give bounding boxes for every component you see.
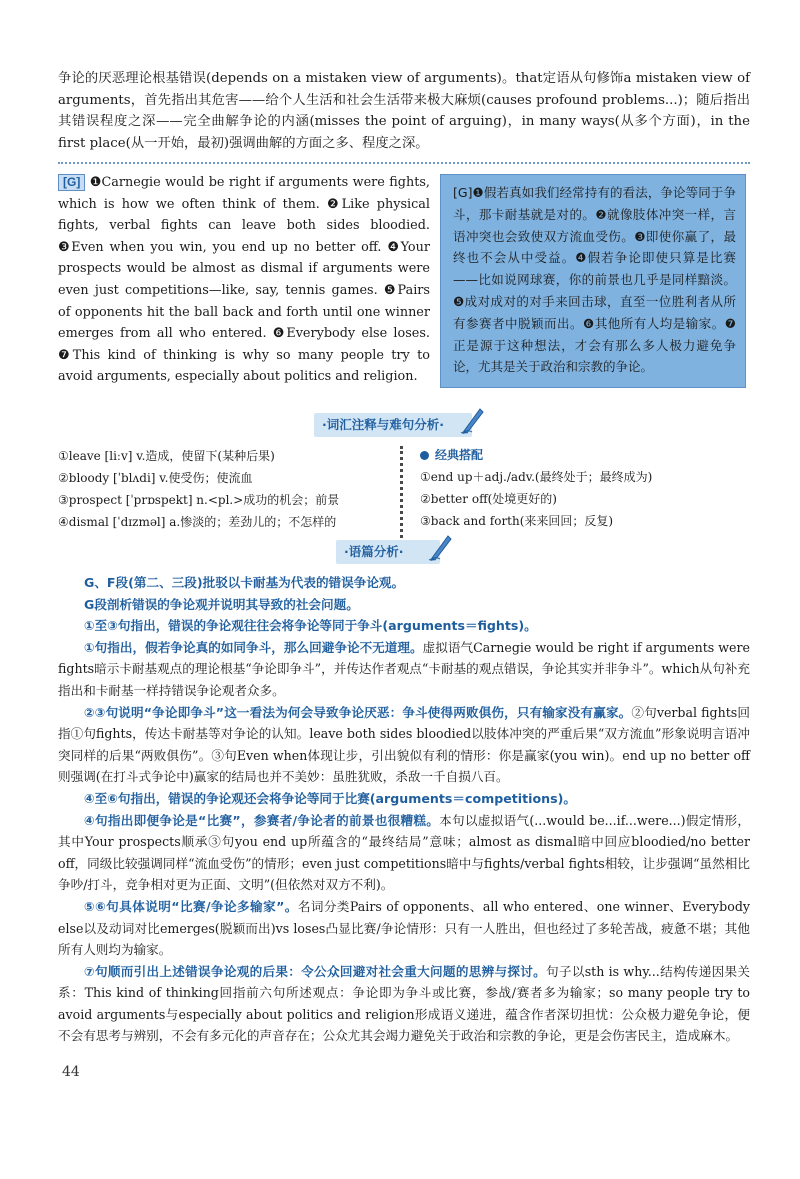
page-number: 44 — [62, 1064, 80, 1080]
dotted-divider — [58, 162, 750, 164]
analysis-text: ②句verbal fights回指①句fights，传达卡耐基等对争论的认知。leave both sides bloodied以肢体冲突的严重后果“双方流血”形象说明言语冲突同样的后果“两败俱伤”。③句Even when体现让步，引出貌似有利的情形：你是赢家(you win)。end up no better off则强调(在打斗式争论中)赢家的结局也并不美妙：虽胜犹败，杀敌一千自损八百。 — [58, 704, 750, 785]
collocation-heading-text: 经典搭配 — [435, 448, 484, 462]
analysis-paragraph — [58, 810, 750, 896]
analysis-lead: ⑤⑥句具体说明“比赛/争论多输家”。 — [84, 898, 298, 914]
analysis-paragraph — [58, 896, 750, 961]
vocab-item: ③prospect [ˈprɒspekt] n.<pl.>成功的机会；前景 — [58, 493, 340, 507]
analysis-text: 句子以sth is why...结构传递因果关系：This kind of thinking回指前六句所述观点：争论即为争斗或比赛，参战/赛者多为输家；so many people try to avoid arguments与especially about politics and religion形成语义递进，蕴含作者深切担忧：公众极力避免争论，便不会有思考与辨别，不会有多元化的声音存在；公众尤其会竭力避免关于政治和宗教的争论，更是会伤害民主，造成麻木。 — [58, 963, 750, 1044]
passage-text: ❶Carnegie would be right if arguments were fights, which is how we often think of them. ❷Like physical fights, verbal fights can leave both sides bloodied. ❸Even when you win, you end up no better off. ❹Your prospects would be almost as dismal if arguments were even just competitions—like, say, tennis games. ❺Pairs of opponents hit the ball back and forth until one winner emerges from all who entered. ❻Everybody else loses. ❼This kind of thinking is why so many people try to avoid arguments, especially about politics and religion. — [58, 175, 430, 385]
analysis-section-title-text: ·语篇分析· — [344, 544, 404, 559]
collocation-heading — [420, 444, 750, 466]
pen-icon — [428, 532, 454, 570]
analysis-text: 虚拟语气Carnegie would be right if arguments were fights暗示卡耐基观点的理论根基“争论即争斗”，并传达作者观点“卡耐基的观点错误，争论其实并非争斗”。which从句补充指出和卡耐基一样持错误争论观者众多。 — [58, 639, 750, 698]
analysis-lead: ①句指出，假若争论真的如同争斗，那么回避争论不无道理。 — [84, 639, 423, 655]
analysis-text: 本句以虚拟语气(...would be...if...were...)假定情形，其中Your prospects顺承③句you end up所蕴含的“最终结局”意味；almost as dismal暗中回应bloodied/no better off，同级比较强调同样“流血受伤”的情形；even just competitions暗中与fights/verbal fights相较，让步强调“虽然相比争吵/打斗，竞争相对更为正面、文明”(但依然对双方不利)。 — [58, 812, 750, 893]
vocab-item: ④dismal [ˈdɪzməl] a.惨淡的；差劲儿的；不怎样的 — [58, 515, 337, 529]
collocation-item: ①end up＋adj./adv.(最终处于；最终成为) — [420, 470, 653, 484]
analysis-paragraph — [58, 702, 750, 788]
paragraph-tag: [G] — [58, 174, 85, 191]
analysis-body — [58, 572, 750, 1047]
vocab-section-title — [314, 413, 472, 437]
analysis-heading: G、F段(第二、三段)批驳以卡耐基为代表的错误争论观。 — [84, 575, 405, 590]
paragraph-tag-label: G — [67, 175, 77, 189]
translation-box: [G]❶假若真如我们经常持有的看法，争论等同于争斗，那卡耐基就是对的。❷就像肢体冲突一样，言语冲突也会致使双方流血受伤。❸即使你赢了，最终也不会从中受益。❹假若争论即使只算是比赛——比如说网球赛，你的前景也几乎是同样黯淡。❺成对成对的对手来回击球，直至一位胜利者从所有参赛者中脱颖而出。❻其他所有人均是输家。❼正是源于这种想法，才会有那么多人极力避免争论，尤其是关于政治和宗教的争论。 — [440, 174, 746, 388]
analysis-text: 名词分类Pairs of opponents、all who entered、one winner、Everybody else以及动词对比emerges(脱颖而出)vs loses凸显比赛/争论情形：只有一人胜出，但也经过了多轮苦战，疲惫不堪；其他所有人则均为输家。 — [58, 898, 750, 958]
analysis-paragraph — [58, 961, 750, 1047]
collocation-item: ②better off(处境更好的) — [420, 492, 557, 506]
collocation-item: ③back and forth(来来回回；反复) — [420, 514, 614, 528]
analysis-heading: ④至⑥句指出，错误的争论观还会将争论等同于比赛(arguments＝competitions)。 — [84, 790, 576, 806]
analysis-lead: ④句指出即便争论是“比赛”，参赛者/争论者的前景也很糟糕。 — [84, 812, 440, 828]
vocab-item: ①leave [liːv] v.造成，使留下(某种后果) — [58, 449, 275, 463]
collocation-list — [420, 444, 750, 532]
intro-paragraph: 争论的厌恶理论根基错误(depends on a mistaken view of arguments)。that定语从句修饰a mistaken view of arguments，首先指出其危害——给个人生活和社会生活带来极大麻烦(causes profound problems...)；随后指出其错误程度之深——完全曲解争论的内涵(misses the point of arguing)，in many ways(从多个方面)，in the first place(从一开始，最初)强调曲解的方面之多、程度之深。 — [58, 71, 750, 151]
vertical-divider — [400, 446, 409, 538]
analysis-heading: G段剖析错误的争论观并说明其导致的社会问题。 — [84, 596, 359, 612]
bullet-icon — [420, 451, 429, 460]
analysis-lead: ②③句说明“争论即争斗”这一看法为何会导致争论厌恶：争斗使得两败俱伤，只有输家没有赢家。 — [84, 704, 632, 720]
analysis-lead: ⑦句顺而引出上述错误争论观的后果：令公众回避对社会重大问题的思辨与探讨。 — [84, 963, 547, 979]
pen-icon — [460, 405, 486, 443]
analysis-section-title — [336, 540, 440, 564]
vocab-item: ②bloody [ˈblʌdi] v.使受伤；使流血 — [58, 471, 253, 485]
analysis-heading: ①至③句指出，错误的争论观往往会将争论等同于争斗(arguments＝fights)。 — [84, 618, 537, 634]
analysis-paragraph — [58, 637, 750, 702]
vocab-section-title-text: ·词汇注释与难句分析· — [322, 417, 444, 432]
passage-g — [58, 172, 430, 388]
vocab-list — [58, 445, 398, 533]
